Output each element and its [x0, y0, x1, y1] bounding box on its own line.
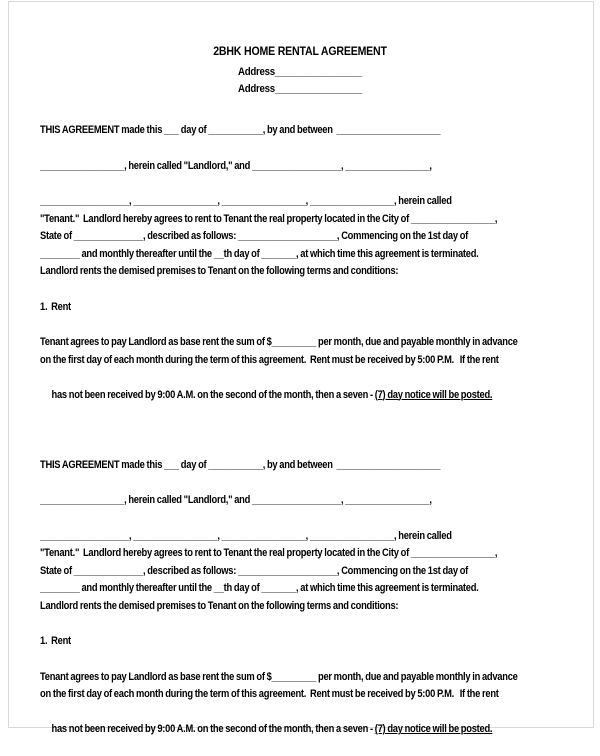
section-heading-rent: 1. Rent — [40, 633, 482, 651]
underlined-notice-text: (7) day notice will be posted. — [375, 723, 493, 735]
agreement-block-2 — [40, 457, 560, 756]
agreement-intro-line: THIS AGREEMENT made this ___ day of ___________, by and between _____________________ — [40, 457, 482, 475]
rent-paragraph-line: on the first day of each month during the term of this agreement. Rent must be received by 5:00 P.M. If the rent — [40, 686, 482, 704]
agreement-intro-line: ________ and monthly thereafter until the __th day of _______, at which time this agreement is terminated. — [40, 580, 482, 598]
agreement-intro-line: Landlord rents the demised premises to Tenant on the following terms and conditions: — [40, 598, 482, 616]
rental-agreement-document — [40, 45, 560, 756]
agreement-intro-line: _________________, herein called "Landlord," and __________________, _________________, — [40, 492, 482, 510]
underlined-notice-text: (7) day notice will be posted. — [375, 389, 493, 401]
agreement-intro-line: __________________, _________________, _________________, _________________, herein called — [40, 193, 482, 211]
section-heading-rent: 1. Rent — [40, 299, 482, 317]
agreement-intro-line: _________________, herein called "Landlord," and __________________, _________________, — [40, 158, 482, 176]
agreement-intro-line: __________________, _________________, _________________, _________________, herein called — [40, 528, 482, 546]
rent-final-line — [40, 369, 482, 422]
rent-final-line-prefix: has not been received by 9:00 A.M. on the second of the month, then a seven - — [52, 389, 375, 401]
agreement-intro-line: "Tenant." Landlord hereby agrees to rent to Tenant the real property located in the City of _________________, — [40, 211, 482, 229]
rent-paragraph-line: Tenant agrees to pay Landlord as base rent the sum of $_________ per month, due and payable monthly in advance — [40, 669, 482, 687]
agreement-intro-line: State of ______________, described as follows: ____________________, Commencing on the 1st day of — [40, 228, 482, 246]
agreement-block-1 — [40, 122, 560, 422]
agreement-intro-line: "Tenant." Landlord hereby agrees to rent to Tenant the real property located in the City of _________________, — [40, 545, 482, 563]
agreement-intro-line: ________ and monthly thereafter until the __th day of _______, at which time this agreement is terminated. — [40, 246, 482, 264]
agreement-intro-line: State of ______________, described as follows: ____________________, Commencing on the 1st day of — [40, 563, 482, 581]
document-title: 2BHK HOME RENTAL AGREEMENT — [71, 45, 529, 58]
address-blank-line-1: Address_________________ — [71, 64, 529, 81]
agreement-intro-line: Landlord rents the demised premises to Tenant on the following terms and conditions: — [40, 263, 482, 281]
rent-paragraph-line: on the first day of each month during the term of this agreement. Rent must be received by 5:00 P.M. If the rent — [40, 352, 482, 370]
address-blank-line-2: Address_________________ — [71, 81, 529, 98]
rent-paragraph-line: Tenant agrees to pay Landlord as base rent the sum of $_________ per month, due and payable monthly in advance — [40, 334, 482, 352]
agreement-intro-line: THIS AGREEMENT made this ___ day of ___________, by and between _____________________ — [40, 122, 482, 140]
rent-final-line-prefix: has not been received by 9:00 A.M. on the second of the month, then a seven - — [52, 723, 375, 735]
